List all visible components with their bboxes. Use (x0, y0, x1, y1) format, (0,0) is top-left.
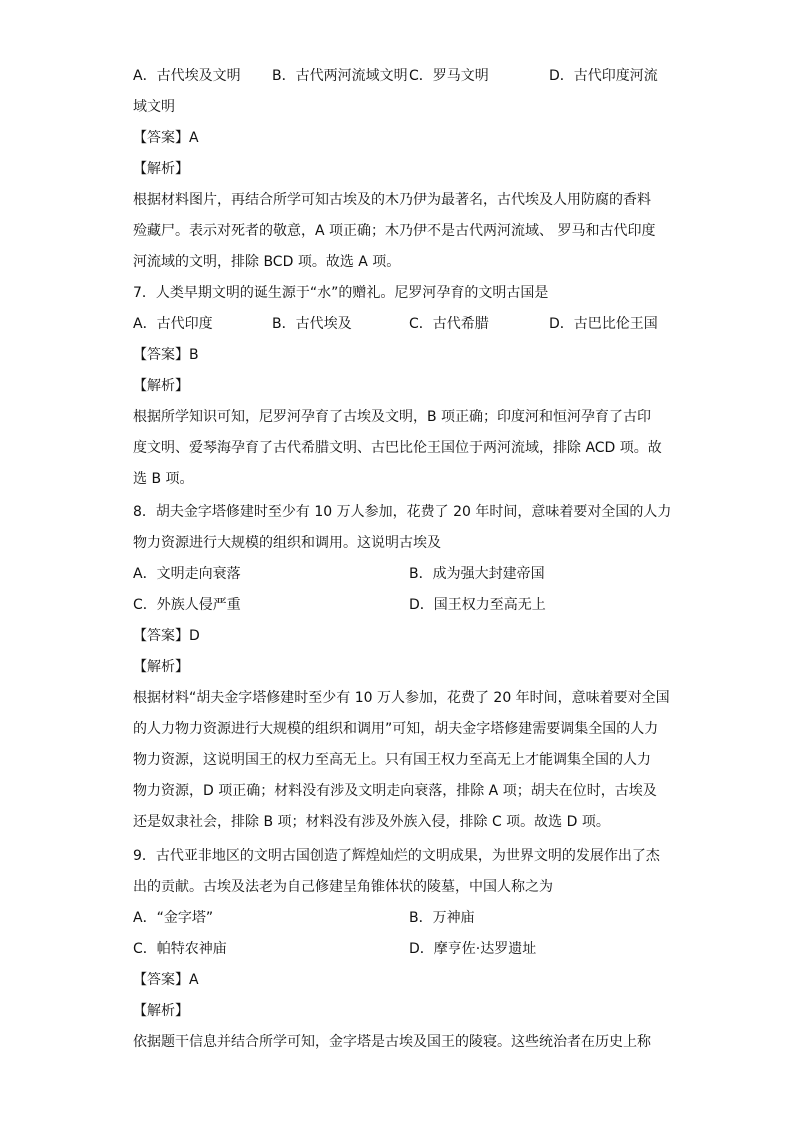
q8-option-b: B．成为强大封建帝国 (409, 566, 545, 582)
q8-analysis-line: 根据材料“胡夫金字塔修建时至少有 10 万人参加，花费了 20 年时间，意味着要对全国 (133, 690, 670, 706)
q6-option-b: B．古代两河流域文明 (272, 68, 408, 84)
q7-option-b: B．古代埃及 (272, 316, 352, 332)
q9-stem-line: 出的贡献。古埃及法老为自己修建呈角锥体状的陵墓，中国人称之为 (133, 879, 553, 895)
q6-analysis-line: 殓藏尸。表示对死者的敬意，A 项正确；木乃伊不是古代两河流域、 罗马和古代印度 (133, 223, 656, 239)
q9-analysis-line: 依据题干信息并结合所学可知，金字塔是古埃及国王的陵寝。这些统治者在历史上称 (133, 1034, 651, 1050)
q6-analysis-label: 【解析】 (133, 161, 189, 177)
q8-option-a: A．文明走向衰落 (133, 566, 241, 582)
q9-option-d: D．摩亨佐·达罗遗址 (409, 941, 537, 957)
q8-analysis-line: 物力资源，这说明国王的权力至高无上。只有国王权力至高无上才能调集全国的人力 (133, 752, 651, 768)
q8-analysis-label: 【解析】 (133, 659, 189, 675)
q8-analysis-line: 的人力物力资源进行大规模的组织和调用”可知，胡夫金字塔修建需要调集全国的人力 (133, 721, 659, 737)
q7-option-c: C．古代希腊 (409, 316, 489, 332)
q7-option-a: A．古代印度 (133, 316, 213, 332)
q6-option-a: A．古代埃及文明 (133, 68, 241, 84)
q8-analysis-line: 还是奴隶社会，排除 B 项；材料没有涉及外族入侵，排除 C 项。故选 D 项。 (133, 814, 610, 830)
q7-stem: 7．人类早期文明的诞生源于“水”的赠礼。尼罗河孕育的文明古国是 (133, 285, 549, 301)
q6-analysis-line: 河流域的文明，排除 BCD 项。故选 A 项。 (133, 254, 401, 270)
q8-option-d: D．国王权力至高无上 (409, 597, 546, 613)
q9-option-a: A．“金字塔” (133, 910, 214, 926)
q8-option-c: C．外族人侵严重 (133, 597, 241, 613)
q7-answer: 【答案】B (133, 347, 199, 363)
q6-option-d: D．古代印度河流 (549, 68, 658, 84)
q8-answer: 【答案】D (133, 628, 200, 644)
q7-analysis-line: 选 B 项。 (133, 471, 194, 487)
q6-option-d-wrap: 域文明 (133, 99, 175, 115)
q6-answer: 【答案】A (133, 130, 199, 146)
q6-option-c: C．罗马文明 (409, 68, 489, 84)
q9-analysis-label: 【解析】 (133, 1003, 189, 1019)
q8-analysis-line: 物力资源，D 项正确；材料没有涉及文明走向衰落，排除 A 项；胡夫在位时，古埃及 (133, 783, 657, 799)
q8-stem-line: 8．胡夫金字塔修建时至少有 10 万人参加，花费了 20 年时间，意味着要对全国的人力 (133, 504, 672, 520)
q7-analysis-line: 度文明、爱琴海孕育了古代希腊文明、古巴比伦王国位于两河流域，排除 ACD 项。故 (133, 440, 662, 456)
q9-option-b: B．万神庙 (409, 910, 475, 926)
q9-answer: 【答案】A (133, 972, 199, 988)
q7-option-d: D．古巴比伦王国 (549, 316, 658, 332)
q9-option-c: C．帕特农神庙 (133, 941, 227, 957)
q7-analysis-label: 【解析】 (133, 378, 189, 394)
q7-analysis-line: 根据所学知识可知，尼罗河孕育了古埃及文明，B 项正确；印度河和恒河孕育了古印 (133, 409, 652, 425)
q6-analysis-line: 根据材料图片，再结合所学可知古埃及的木乃伊为最著名，古代埃及人用防腐的香料 (133, 192, 651, 208)
q8-stem-line: 物力资源进行大规模的组织和调用。这说明古埃及 (133, 535, 441, 551)
q9-stem-line: 9．古代亚非地区的文明古国创造了辉煌灿烂的文明成果，为世界文明的发展作出了杰 (133, 848, 660, 864)
